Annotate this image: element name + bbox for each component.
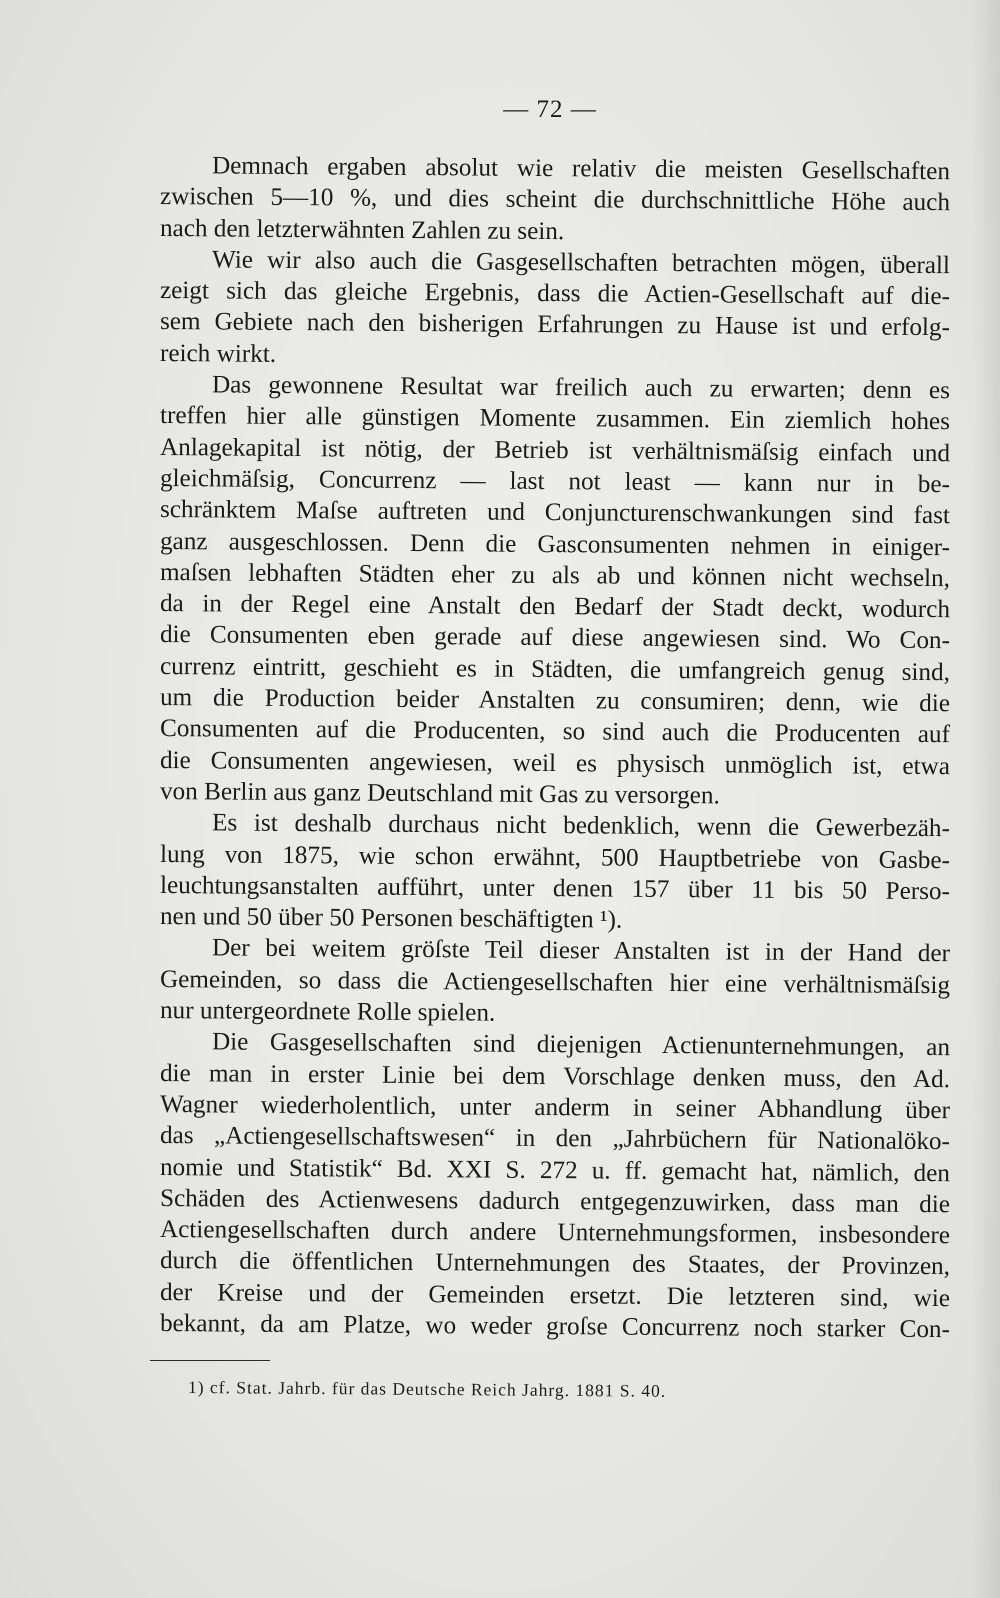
text-line: Wagner wiederholentlich, unter anderm in seiner Abhandlung über (159, 1090, 951, 1125)
text-line: ganz ausgeschlossen. Denn die Gasconsumenten nehmen in einiger- (159, 527, 951, 561)
text-line: Gemeinden, so dass die Actiengesellschaften hier eine verhältnismäſsig (159, 965, 951, 999)
text-line: treffen hier alle günstigen Momente zusammen. Ein ziemlich hohes (159, 402, 951, 436)
text-line: Consumenten auf die Producenten, so sind auch die Producenten auf (159, 715, 951, 749)
text-line: da in der Regel eine Anstalt den Bedarf der Stadt deckt, wodurch (159, 590, 951, 624)
text-line: Wie wir also auch die Gasgesellschaften betrachten mögen, überall (211, 246, 951, 280)
text-line: Actiengesellschaften durch andere Unternehmungsformen, insbesondere (159, 1216, 951, 1250)
text-line: nomie und Statistik“ Bd. XXI S. 272 u. ff. gemacht hat, nämlich, den (159, 1153, 951, 1187)
text-line: zeigt sich das gleiche Ergebnis, dass die Actien-Gesellschaft auf die- (159, 277, 951, 311)
text-line: reich wirkt. (159, 339, 277, 368)
text-line: Es ist deshalb durchaus nicht bedenklich, wenn die Gewerbezäh- (211, 809, 951, 843)
text-line: nen und 50 über 50 Personen beschäftigten ¹). (159, 903, 623, 934)
text-line: das „Actiengesellschaftswesen“ in den „Jahrbüchern für Nationalöko- (159, 1122, 951, 1156)
text-line: Demnach ergaben absolut wie relativ die meisten Gesellschaften (211, 152, 951, 186)
text-line: Anlagekapital ist nötig, der Betrieb ist verhältnismäſsig einfach und (159, 433, 951, 467)
text-line: die man in erster Linie bei dem Vorschlage denken muss, den Ad. (159, 1059, 951, 1093)
text-line: sem Gebiete nach den bisherigen Erfahrungen zu Hause ist und erfolg- (159, 308, 951, 342)
footnote-separator (150, 1360, 270, 1361)
page-edge-shadow (972, 0, 1000, 1598)
text-line: gleichmäſsig, Concurrenz — last not least — kann nur in be- (159, 464, 951, 499)
text-line: Der bei weitem gröſste Teil dieser Anstalten ist in der Hand der (211, 934, 951, 968)
text-line: um die Production beider Anstalten zu consumiren; denn, wie die (159, 684, 951, 718)
text-line: durch die öffentlichen Unternehmungen des Staates, der Provinzen, (159, 1247, 951, 1281)
text-line: schränktem Maſse auftreten und Conjuncturenschwankungen sind fast (159, 496, 951, 530)
text-line: bekannt, da am Platze, wo weder groſse Concurrenz noch starker Con- (159, 1309, 951, 1344)
text-line: nach den letzterwähnten Zahlen zu sein. (159, 214, 565, 245)
text-line: Schäden des Actienwesens dadurch entgegenzuwirken, dass man die (159, 1184, 951, 1219)
text-line: die Consumenten eben gerade auf diese angewiesen sind. Wo Con- (159, 621, 951, 655)
text-line: nur untergeordnete Rolle spielen. (159, 997, 496, 1027)
text-line: maſsen lebhaften Städten eher zu als ab und können nicht wechseln, (159, 558, 951, 593)
text-line: Das gewonnene Resultat war freilich auch zu erwarten; denn es (211, 371, 951, 405)
body-text (159, 150, 951, 1344)
footnote: 1) cf. Stat. Jahrb. für das Deutsche Reich Jahrg. 1881 S. 40. (187, 1377, 667, 1401)
text-line: Die Gasgesellschaften sind diejenigen Actienunternehmungen, an (211, 1028, 951, 1062)
page-number: — 72 — (503, 96, 597, 123)
text-line: lung von 1875, wie schon erwähnt, 500 Hauptbetriebe von Gasbe- (159, 840, 951, 874)
text-line: von Berlin aus ganz Deutschland mit Gas zu versorgen. (159, 777, 720, 810)
text-line: zwischen 5—10 %, und dies scheint die durchschnittliche Höhe auch (159, 183, 951, 217)
text-line: leuchtungsanstalten aufführt, unter denen 157 über 11 bis 50 Perso- (159, 871, 951, 906)
text-line: der Kreise und der Gemeinden ersetzt. Die letzteren sind, wie (159, 1278, 951, 1312)
text-line: die Consumenten angewiesen, weil es physisch unmöglich ist, etwa (159, 746, 951, 780)
text-line: currenz eintritt, geschieht es in Städten, die umfangreich genug sind, (159, 652, 951, 686)
